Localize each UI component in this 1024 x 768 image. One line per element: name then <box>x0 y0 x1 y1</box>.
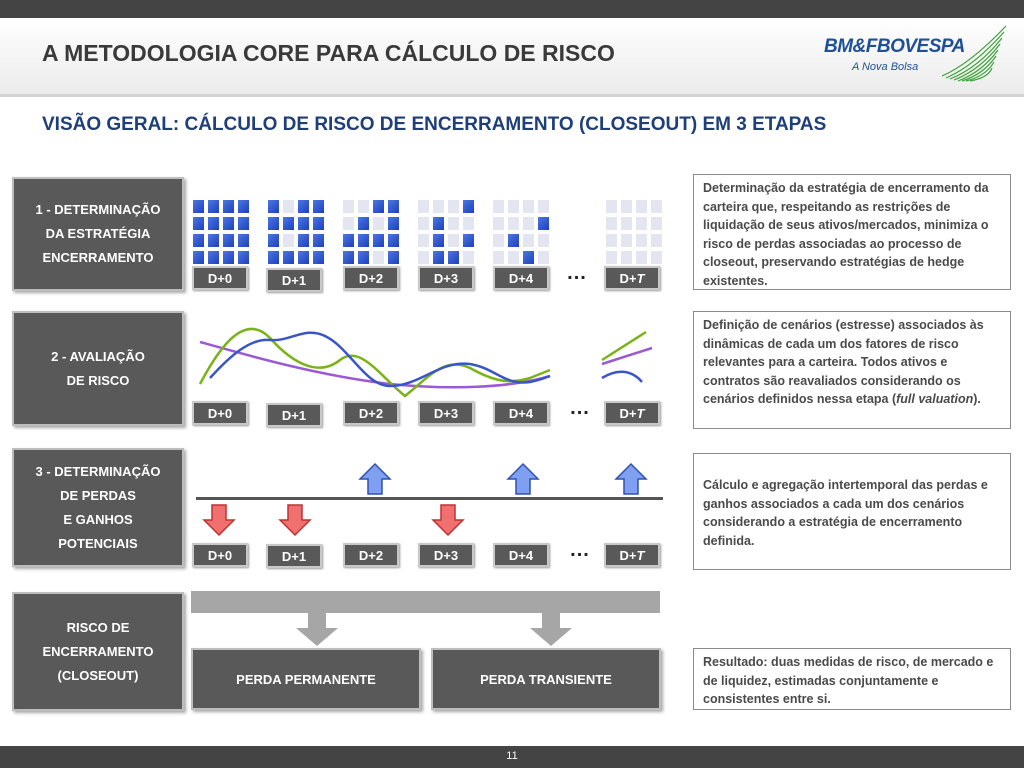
logo-wordmark: BM&FBOVESPA <box>824 36 965 57</box>
day-label-d3: D+3 <box>418 401 474 425</box>
day-label-dt: D+ T <box>604 543 660 567</box>
gain-arrow-icon <box>358 462 392 496</box>
day-label-dt: D+ T <box>604 401 660 425</box>
scenario-curves <box>190 316 670 402</box>
day-label-d1: D+1 <box>266 544 322 568</box>
step-3-description: Cálculo e agregação intertemporal das perdas e ganhos associados a cada um dos cenários considerando a estratégia de encerramento definida. <box>693 453 1011 570</box>
loss-arrow-icon <box>202 503 236 537</box>
gain-arrow-icon <box>614 462 648 496</box>
day-label-dt: D+ T <box>604 266 660 290</box>
gain-arrow-icon <box>506 462 540 496</box>
logo-leaf-icon <box>940 24 1010 82</box>
loss-arrow-icon <box>431 503 465 537</box>
step-3-panel <box>12 448 184 567</box>
section-subtitle: VISÃO GERAL: CÁLCULO DE RISCO DE ENCERRAMENTO (CLOSEOUT) EM 3 ETAPAS <box>42 114 827 135</box>
day-label-d2: D+2 <box>343 401 399 425</box>
logo-tagline: A Nova Bolsa <box>852 61 919 73</box>
permanent-loss-box <box>191 648 421 710</box>
day-label-d4: D+4 <box>493 401 549 425</box>
position-grid-d1 <box>268 200 324 264</box>
day-label-d2: D+2 <box>343 266 399 290</box>
position-grid-d3 <box>418 200 474 264</box>
day-label-d0: D+0 <box>192 266 248 290</box>
day-label-d1: D+1 <box>266 403 322 427</box>
step-2-label: 2 - AVALIAÇÃO DE RISCO <box>51 348 145 388</box>
position-grid-d2 <box>343 200 399 264</box>
closeout-risk-panel <box>12 592 184 711</box>
position-grid-d4 <box>493 200 549 264</box>
baseline <box>196 497 663 500</box>
day-label-d0: D+0 <box>192 543 248 567</box>
day-label-d2: D+2 <box>343 543 399 567</box>
position-grid-dt <box>606 200 662 264</box>
day-label-d3: D+3 <box>418 543 474 567</box>
scenario-curve-blue-end <box>602 372 642 382</box>
logo <box>822 30 1012 82</box>
step-1-label: 1 - DETERMINAÇÃO DA ESTRATÉGIA ENCERRAMENTO <box>35 202 161 265</box>
step-1-panel <box>12 177 184 291</box>
day-label-d4: D+4 <box>493 543 549 567</box>
day-label-d4: D+4 <box>493 266 549 290</box>
down-arrow-icon <box>294 612 340 648</box>
step-2-description: Definição de cenários (estresse) associados às dinâmicas de cada um dos fatores de risco relevantes para a carteira. Todos ativos e contratos são reavaliados considerando os cenários definidos nessa etapa (full valuation). <box>693 311 1011 429</box>
down-arrow-icon <box>528 612 574 648</box>
transient-loss-label: PERDA TRANSIENTE <box>480 671 612 687</box>
day-label-d1: D+1 <box>266 268 322 292</box>
ellipsis: ... <box>570 397 590 419</box>
ellipsis: ... <box>570 539 590 561</box>
result-description: Resultado: duas medidas de risco, de mercado e de liquidez, estimadas conjuntamente e consistentes entre si. <box>693 648 1011 710</box>
step-2-panel <box>12 311 184 426</box>
step-3-label: 3 - DETERMINAÇÃO DE PERDAS E GANHOS POTENCIAIS <box>35 463 161 551</box>
permanent-loss-label: PERDA PERMANENTE <box>236 671 376 687</box>
page-number: 11 <box>506 750 518 762</box>
aggregation-bar <box>191 591 660 613</box>
loss-arrow-icon <box>278 503 312 537</box>
day-label-d0: D+0 <box>192 401 248 425</box>
page-title: A METODOLOGIA CORE PARA CÁLCULO DE RISCO <box>42 40 615 66</box>
closeout-risk-label: RISCO DE ENCERRAMENTO (CLOSEOUT) <box>42 619 154 683</box>
transient-loss-box <box>431 648 661 710</box>
position-grid-d0 <box>193 200 249 264</box>
ellipsis: ... <box>567 262 587 284</box>
day-label-d3: D+3 <box>418 266 474 290</box>
top-bar <box>0 0 1024 18</box>
step-1-description: Determinação da estratégia de encerramento da carteira que, respeitando as restrições de liquidação de seus ativos/mercados, minimiza o risco de perdas associadas ao processo de closeout, preservando estratégias de hedge existentes. <box>693 174 1011 290</box>
